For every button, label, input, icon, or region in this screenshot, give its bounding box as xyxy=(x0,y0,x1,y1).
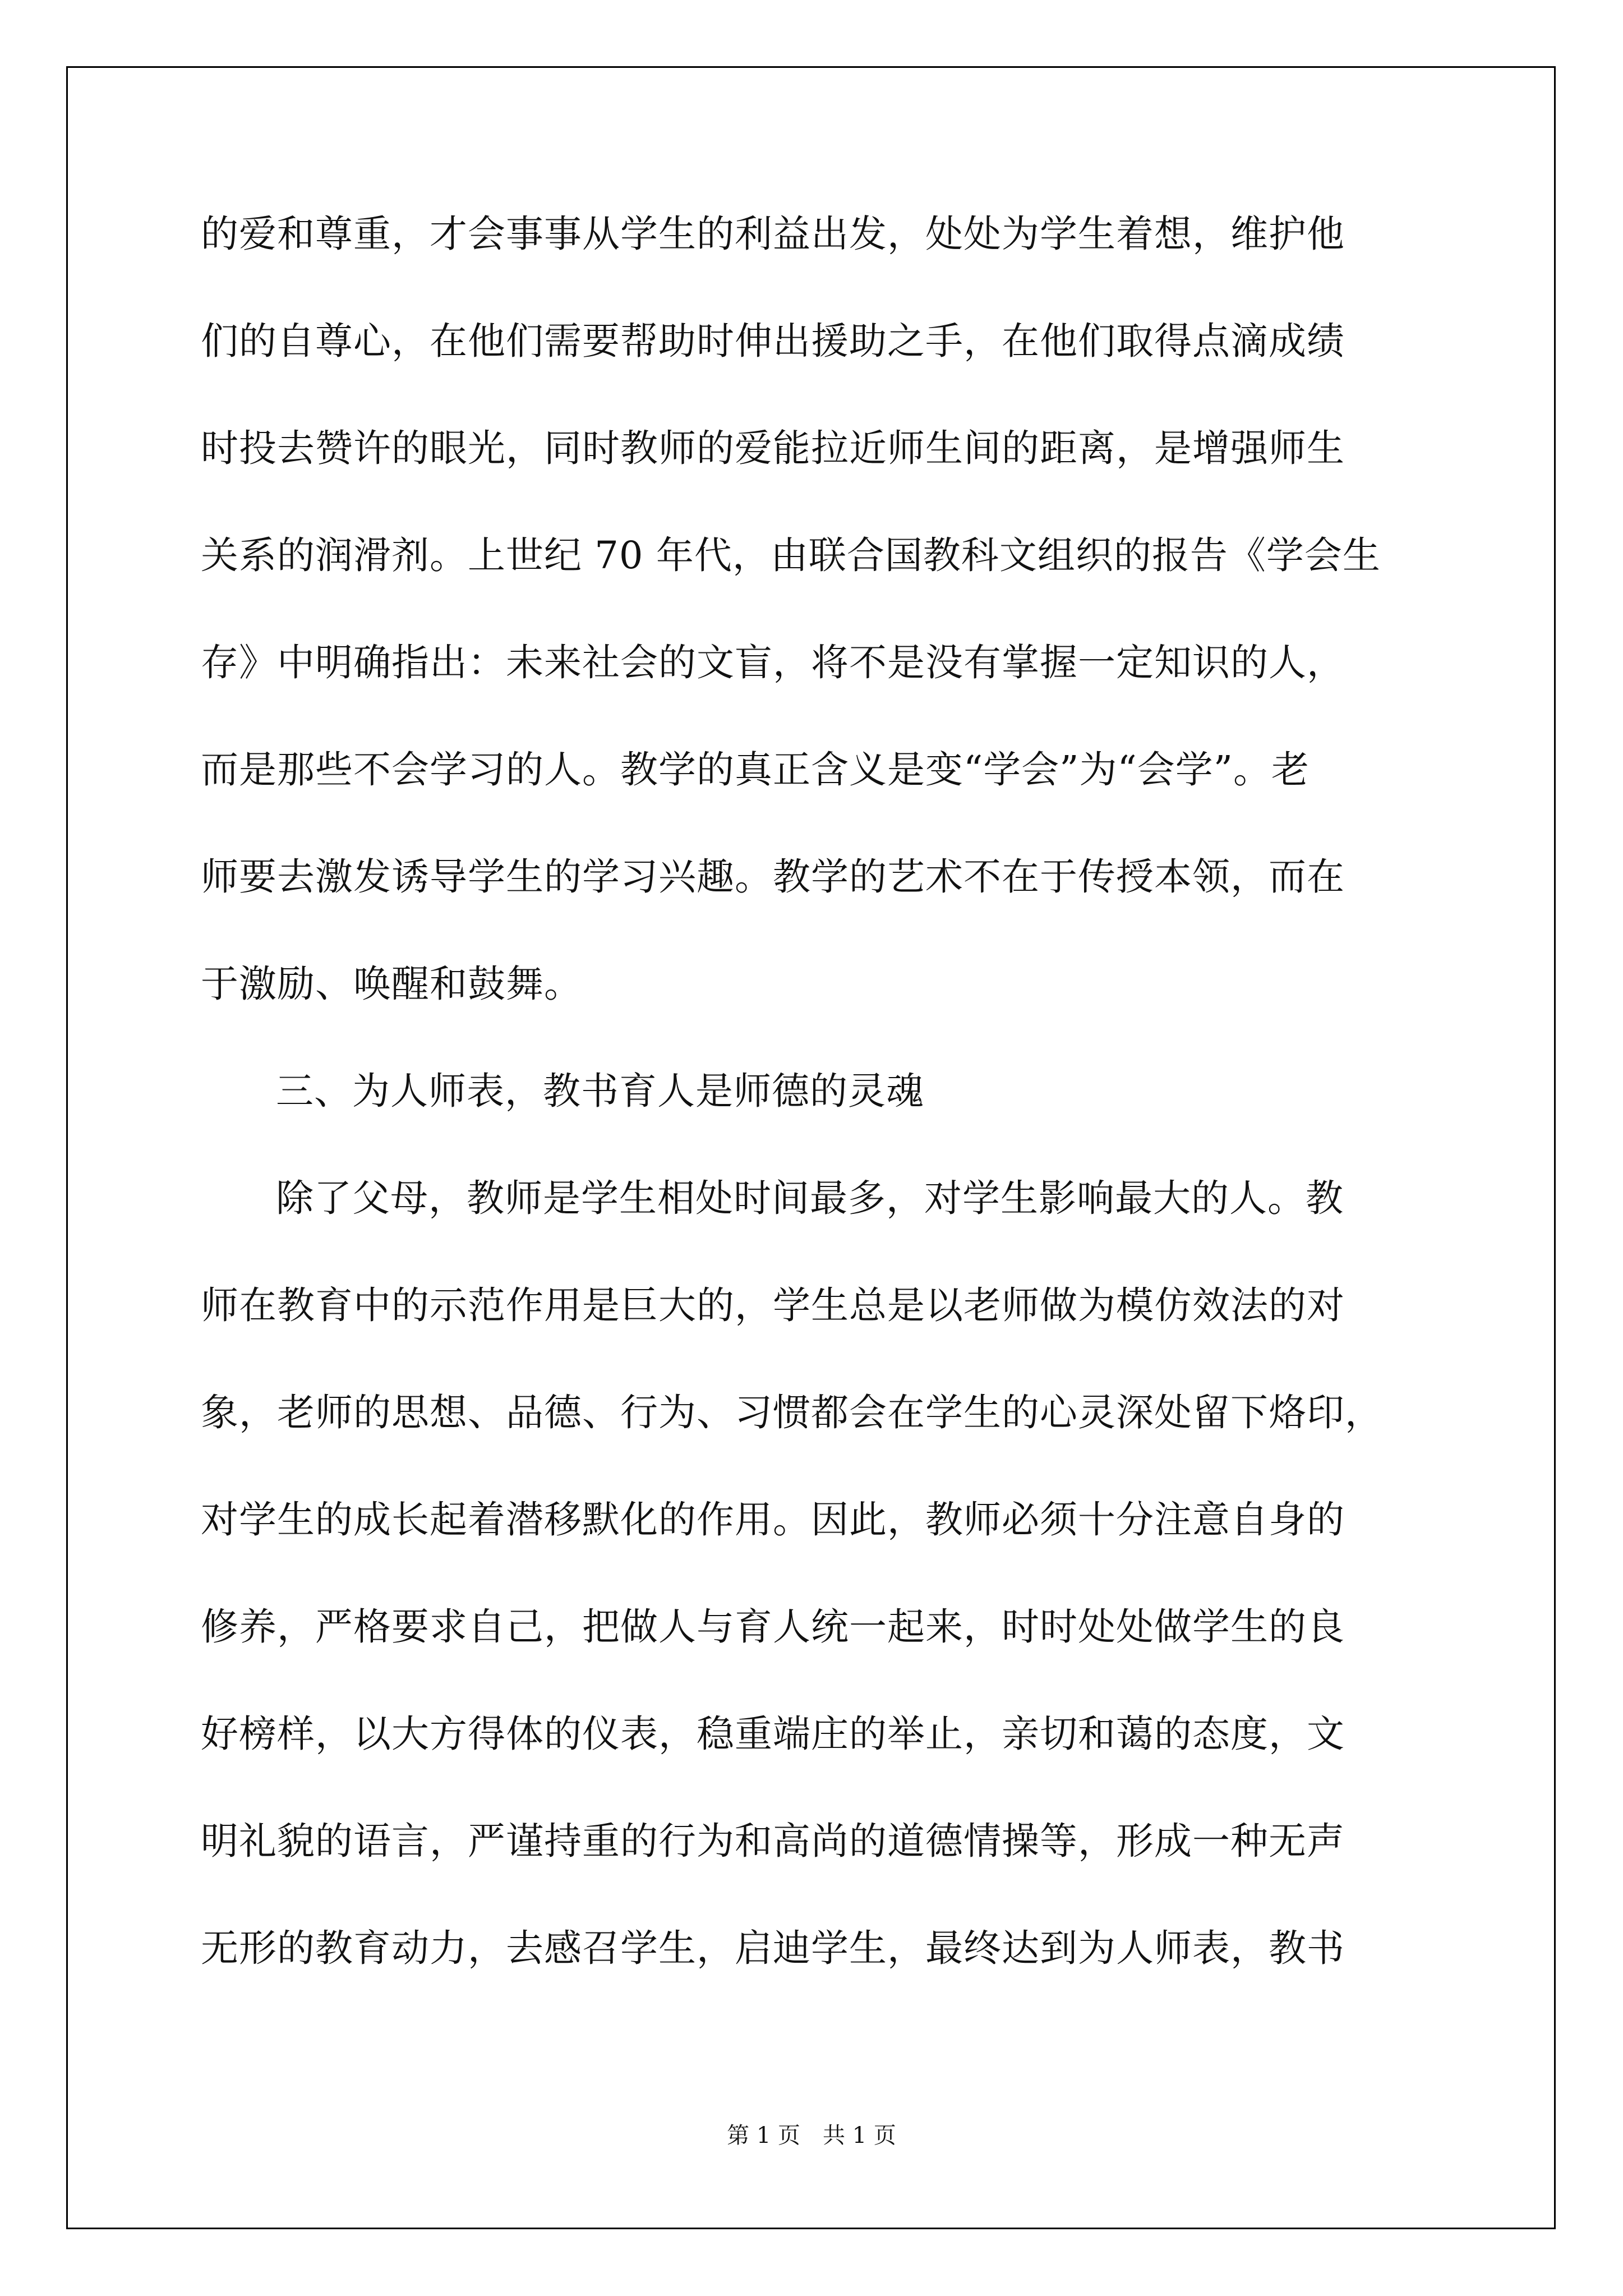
text-line: 于激励、唤醒和鼓舞。 xyxy=(201,962,582,1006)
text-line: 对学生的成长起着潜移默化的作用。因此，教师必须十分注意自身的 xyxy=(201,1498,1345,1542)
page-number: 第 1 页 xyxy=(727,2123,800,2148)
text-line: 象，老师的思想、品德、行为、习惯都会在学生的心灵深处留下烙印， xyxy=(201,1391,1383,1434)
text-line: 除了父母，教师是学生相处时间最多，对学生影响最大的人。教 xyxy=(276,1176,1344,1220)
text-line: 好榜样，以大方得体的仪表，稳重端庄的举止，亲切和蔼的态度，文 xyxy=(201,1712,1345,1756)
text-line: 师要去激发诱导学生的学习兴趣。教学的艺术不在于传授本领，而在 xyxy=(201,855,1345,899)
page-total: 共 1 页 xyxy=(823,2123,896,2148)
text-line: 关系的润滑剂。上世纪 70 年代，由联合国教科文组织的报告《学会生 xyxy=(201,533,1381,577)
text-line: 们的自尊心，在他们需要帮助时伸出援助之手，在他们取得点滴成绩 xyxy=(201,319,1345,363)
text-line: 而是那些不会学习的人。教学的真正含义是变“学会”为“会学”。老 xyxy=(201,748,1310,792)
text-line: 存》中明确指出：未来社会的文盲，将不是没有掌握一定知识的人， xyxy=(201,641,1345,684)
page-footer xyxy=(0,2122,1623,2150)
text-line: 师在教育中的示范作用是巨大的，学生总是以老师做为模仿效法的对 xyxy=(201,1283,1345,1327)
document-body xyxy=(201,208,1435,2029)
text-line: 的爱和尊重，才会事事从学生的利益出发，处处为学生着想，维护他 xyxy=(201,212,1345,256)
text-line: 无形的教育动力，去感召学生，启迪学生，最终达到为人师表，教书 xyxy=(201,1926,1345,1970)
text-line: 明礼貌的语言，严谨持重的行为和高尚的道德情操等，形成一种无声 xyxy=(201,1819,1345,1863)
text-line: 修养，严格要求自己，把做人与育人统一起来，时时处处做学生的良 xyxy=(201,1605,1345,1649)
section-heading: 三、为人师表，教书育人是师德的灵魂 xyxy=(276,1069,924,1113)
text-line: 时投去赞许的眼光，同时教师的爱能拉近师生间的距离，是增强师生 xyxy=(201,426,1345,470)
